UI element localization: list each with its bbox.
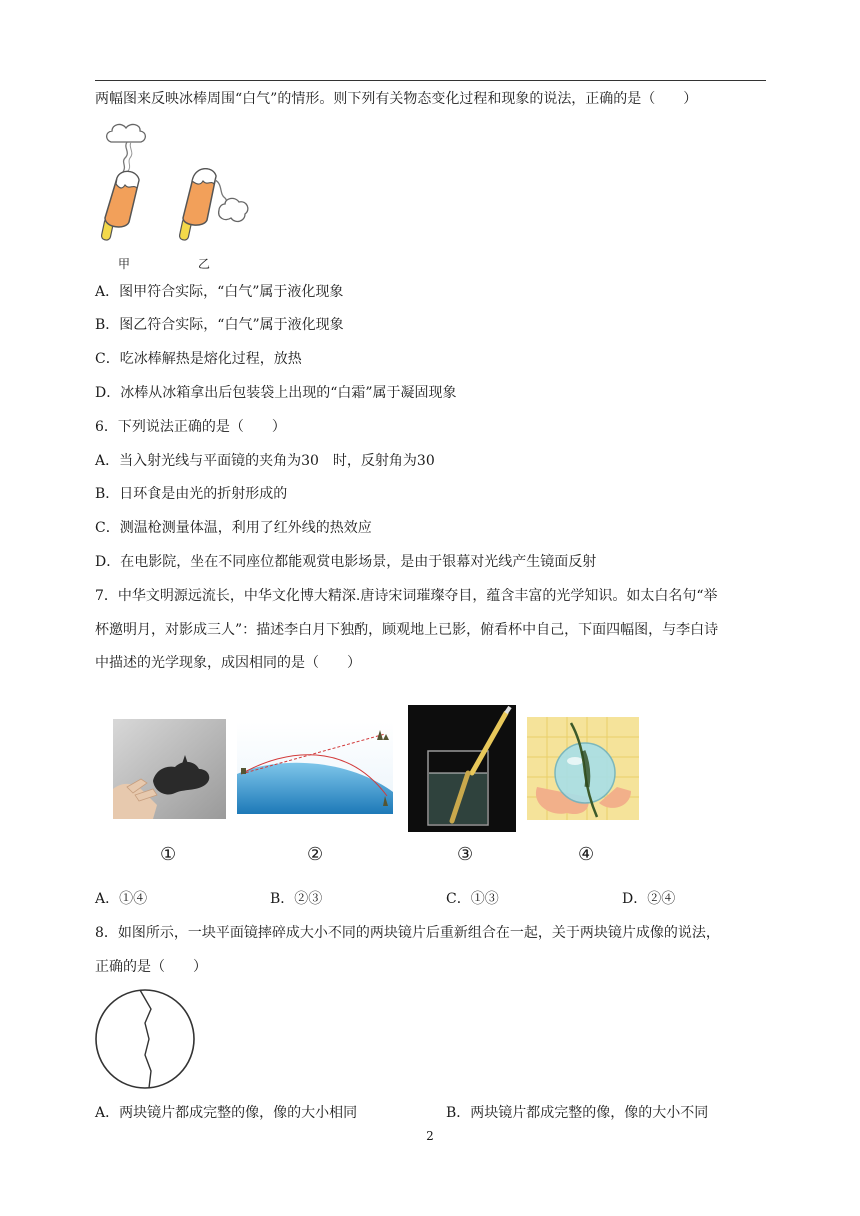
q5-option-a: A．图甲符合实际，“白气”属于液化现象 [95,284,344,300]
curved-earth-image [237,722,393,814]
page-number: 2 [426,1129,434,1143]
q8-option-b: B．两块镜片都成完整的像，像的大小不同 [446,1105,709,1121]
figure-label-jia: 甲 [118,257,131,271]
q5-option-c: C．吃冰棒解热是熔化过程，放热 [95,351,302,367]
q6-option-d: D．在电影院，坐在不同座位都能观赏电影场景，是由于银幕对光线产生镜面反射 [95,554,597,570]
q6-option-b: B．日环食是由光的折射形成的 [95,486,288,502]
q8-option-a: A．两块镜片都成完整的像，像的大小相同 [95,1105,358,1121]
pen-in-water-image [408,705,516,832]
hand-shadow-image [113,719,226,819]
q7-stem-line-2: 杯邀明月，对影成三人”：描述李白月下独酌，顾观地上已影，俯看杯中自己，下面四幅图，与李白诗 [95,622,719,638]
q7-option-a: A．①④ [95,891,148,907]
header-rule [95,80,766,81]
figure-label-1: ① [160,844,177,865]
broken-mirror-figure [93,987,197,1091]
figure-label-4: ④ [578,844,595,865]
q8-stem-line-2: 正确的是（ ） [95,959,207,975]
popsicle-yi-image [179,169,248,241]
q5-option-b: B．图乙符合实际，“白气”属于液化现象 [95,317,344,333]
q8-stem-line-1: 8．如图所示，一块平面镜摔碎成大小不同的两块镜片后重新组合在一起，关于两块镜片成像的说法， [95,925,720,941]
popsicle-jia-image [101,124,146,240]
q6-option-c: C．测温枪测量体温，利用了红外线的热效应 [95,520,372,536]
q7-stem-line-3: 中描述的光学现象，成因相同的是（ ） [95,655,361,671]
figure-label-2: ② [307,844,324,865]
water-drop-magnifier-image [527,717,639,820]
popsicle-figure [95,118,250,248]
q7-option-b: B．②③ [270,891,323,907]
q5-stem: 两幅图来反映冰棒周围“白气”的情形。则下列有关物态变化过程和现象的说法，正确的是（ ） [95,91,698,107]
q5-option-d: D．冰棒从冰箱拿出后包装袋上出现的“白霜”属于凝固现象 [95,385,457,401]
q6-stem: 6．下列说法正确的是（ ） [95,419,286,435]
q7-option-c: C．①③ [446,891,499,907]
figure-label-3: ③ [457,844,474,865]
q7-option-d: D．②④ [622,891,676,907]
q6-option-a: A．当入射光线与平面镜的夹角为30 时，反射角为30 [95,453,435,469]
figure-label-yi: 乙 [198,257,211,271]
q7-stem-line-1: 7．中华文明源远流长，中华文化博大精深.唐诗宋词璀璨夺目，蕴含丰富的光学知识。如太白名句“举 [95,588,718,604]
